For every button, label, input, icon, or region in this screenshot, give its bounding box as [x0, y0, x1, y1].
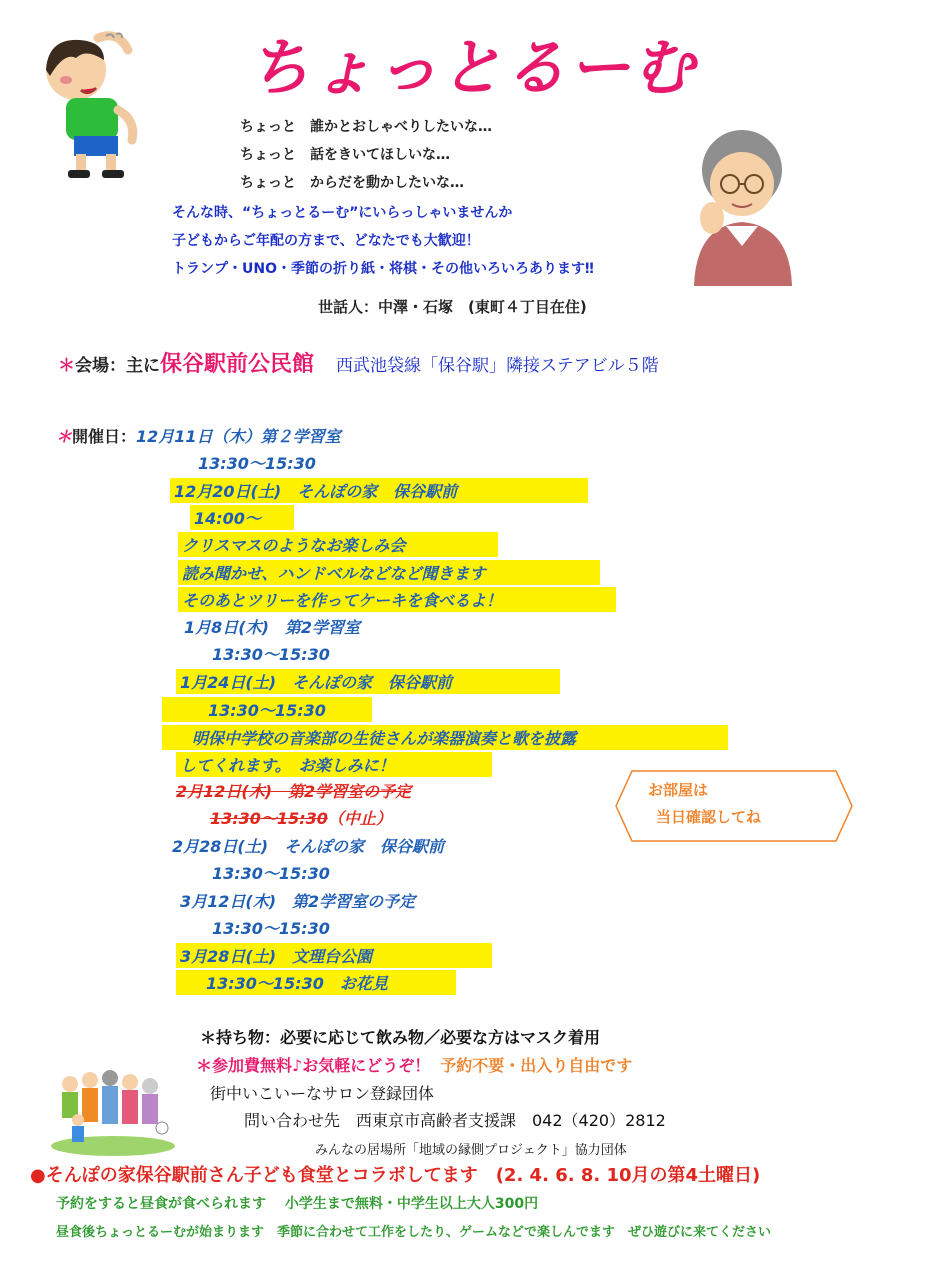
- intro-line-2: ちょっと 話をきいてほしいな…: [240, 147, 450, 163]
- schedule-item-13-cancelled: 2月12日(木) 第2学習室の予定: [176, 782, 412, 801]
- schedule-item-10: 13:30～15:30: [162, 697, 372, 722]
- venue-line: [58, 347, 659, 378]
- venue-name: 保谷駅前公民館: [160, 352, 315, 377]
- schedule-item-0: 12月11日（木）第２学習室: [136, 427, 341, 446]
- schedule-item-2: 12月20日(土) そんぽの家 保谷駅前: [170, 478, 588, 503]
- schedule-item-6: そのあとツリーを作ってケーキを食べるよ！: [178, 587, 616, 612]
- registered-group: 街中いこいーなサロン登録団体: [210, 1084, 435, 1103]
- collab-note-2: 昼食後ちょっとるーむが始まります 季節に合わせて工作をしたり、ゲームなどで楽しんでます ぜひ遊びに来てください: [56, 1225, 772, 1240]
- venue-marker: ＊: [58, 356, 75, 376]
- schedule-item-1: 13:30～15:30: [198, 454, 316, 473]
- fee-text: ＊参加費無料♪お気軽にどうぞ！: [196, 1056, 431, 1075]
- invite-line-1: そんな時、“ちょっとるーむ”にいらっしゃいませんか: [172, 205, 513, 221]
- schedule-item-4: クリスマスのようなお楽しみ会: [178, 532, 498, 557]
- stretching-boy-illustration: [36, 30, 146, 180]
- intro-line-3: ちょっと からだを動かしたいな…: [240, 175, 464, 191]
- bubble-line-2: 当日確認してね: [656, 808, 762, 826]
- contact-info: 問い合わせ先 西東京市高齢者支援課 042（420）2812: [244, 1111, 666, 1130]
- schedule-item-9: 1月24日(土) そんぽの家 保谷駅前: [176, 669, 560, 694]
- schedule-item-19: 13:30～15:30: [212, 919, 330, 938]
- schedule-item-21: 13:30～15:30 お花見: [176, 970, 456, 995]
- schedule-item-5: 読み聞かせ、ハンドベルなどなど聞きます: [178, 560, 600, 585]
- page-title: ちょっとるーむ: [248, 31, 697, 104]
- invite-line-2: 子どもからご年配の方まで、どなたでも大歓迎！: [172, 233, 480, 249]
- intro-line-1: ちょっと 誰かとおしゃべりしたいな…: [240, 119, 492, 135]
- family-illustration: [48, 1066, 178, 1156]
- schedule-item-12: してくれます。 お楽しみに！: [176, 752, 492, 777]
- fee-note: 予約不要・出入り自由です: [440, 1056, 633, 1075]
- cooperation-note: みんなの居場所「地域の縁側プロジェクト」協力団体: [315, 1143, 627, 1158]
- schedule-item-7: 1月8日(木) 第2学習室: [184, 618, 361, 637]
- schedule-item-16: 2月28日(土) そんぽの家 保谷駅前: [172, 837, 445, 856]
- elderly-woman-illustration: [686, 126, 796, 286]
- schedule-marker: ＊: [56, 427, 73, 446]
- fee-line: [196, 1053, 632, 1076]
- schedule-item-14-row: [210, 806, 392, 829]
- schedule-label-row: [56, 424, 341, 447]
- collab-note-1: 予約をすると昼食が食べられます 小学生まで無料・中学生以上大人300円: [56, 1196, 539, 1212]
- invite-line-3: トランプ・UNO・季節の折り紙・将棋・その他いろいろあります‼: [172, 261, 594, 277]
- collab-announcement: ●そんぽの家保谷駅前さん子ども食堂とコラボしてます (2. 4. 6. 8. 10月の第4土曜日): [30, 1165, 761, 1186]
- bring-items: ＊持ち物：必要に応じて飲み物／必要な方はマスク着用: [200, 1028, 601, 1047]
- schedule-item-14-cancelled: 13:30～15:30: [210, 809, 328, 828]
- schedule-label: 開催日：: [72, 427, 137, 446]
- schedule-item-20: 3月28日(土) 文理台公園: [176, 943, 492, 968]
- schedule-item-17: 13:30～15:30: [212, 864, 330, 883]
- venue-access: 西武池袋線「保谷駅」隣接ステアビル５階: [336, 356, 659, 376]
- caretakers: 世話人：中澤・石塚 (東町４丁目在住): [318, 298, 587, 316]
- schedule-item-8: 13:30～15:30: [212, 645, 330, 664]
- schedule-item-18: 3月12日(木) 第2学習室の予定: [180, 892, 416, 911]
- venue-label: 会場：主に: [75, 356, 160, 376]
- bubble-line-1: お部屋は: [648, 781, 709, 799]
- schedule-item-3: 14:00～: [190, 505, 294, 530]
- schedule-item-11: 明保中学校の音楽部の生徒さんが楽器演奏と歌を披露: [162, 725, 728, 750]
- cancel-note: （中止）: [327, 809, 392, 828]
